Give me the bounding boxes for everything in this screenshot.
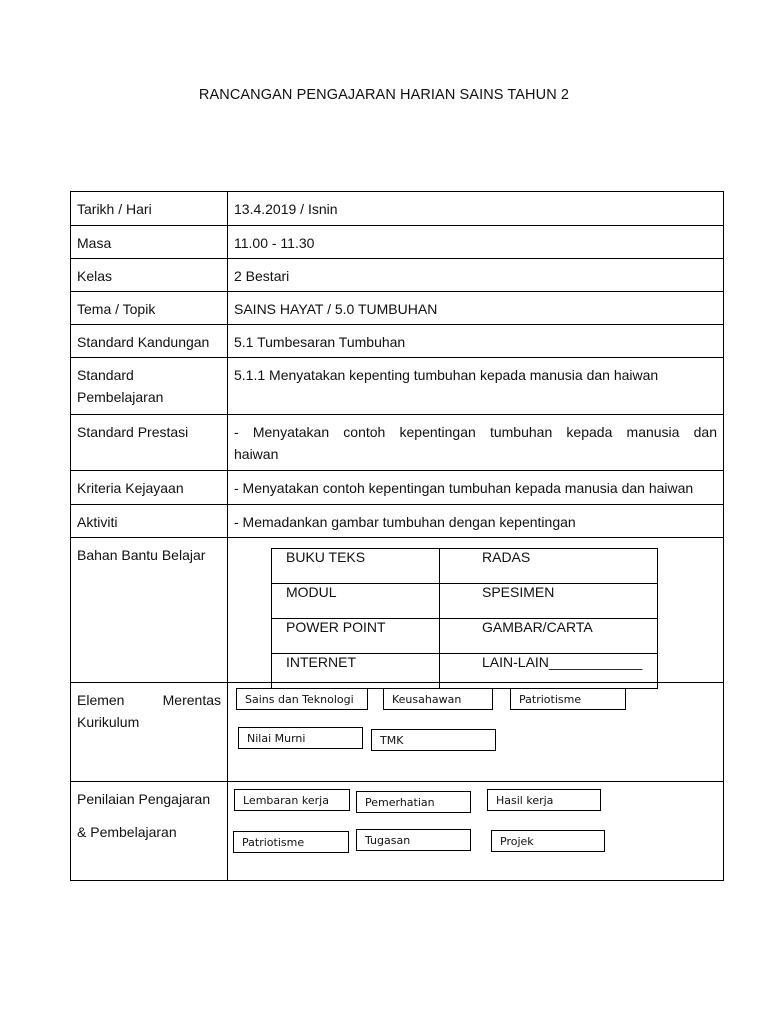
table-row (71, 358, 724, 415)
row-label: Masa (71, 226, 228, 259)
bahan-item: SPESIMEN (440, 584, 658, 619)
table-row (272, 584, 658, 619)
emk-box: Patriotisme (510, 688, 626, 710)
row-label: Standard Prestasi (71, 415, 228, 471)
row-label: Bahan Bantu Belajar (71, 538, 228, 683)
row-label (71, 782, 228, 881)
emk-box: Sains dan Teknologi (236, 688, 368, 710)
row-value: 13.4.2019 / Isnin (228, 192, 724, 226)
row-value: - Memadankan gambar tumbuhan dengan kepentingan (228, 505, 724, 538)
table-row (71, 192, 724, 226)
row-label (71, 358, 228, 415)
row-value: SAINS HAYAT / 5.0 TUMBUHAN (228, 292, 724, 325)
label-line: Elemen Merentas (77, 692, 221, 708)
bahan-item: BUKU TEKS (272, 549, 440, 584)
row-value: 2 Bestari (228, 259, 724, 292)
label-line: Pembelajaran (77, 389, 164, 405)
row-value: 11.00 - 11.30 (228, 226, 724, 259)
row-label: Tarikh / Hari (71, 192, 228, 226)
row-label: Kelas (71, 259, 228, 292)
label-line: Kurikulum (77, 714, 140, 730)
penilaian-box: Pemerhatian (356, 791, 471, 813)
penilaian-box: Hasil kerja (487, 789, 601, 811)
row-label (71, 683, 228, 782)
penilaian-box: Tugasan (356, 829, 471, 851)
table-row (71, 325, 724, 358)
table-row (71, 226, 724, 259)
row-value: 5.1.1 Menyatakan kepenting tumbuhan kepada manusia dan haiwan (228, 358, 724, 415)
lesson-plan-table (70, 191, 724, 881)
table-row (71, 505, 724, 538)
penilaian-box: Patriotisme (233, 831, 349, 853)
bahan-item: RADAS (440, 549, 658, 584)
bahan-item: LAIN-LAIN____________ (440, 654, 658, 689)
bahan-item: GAMBAR/CARTA (440, 619, 658, 654)
value-line: haiwan (234, 446, 279, 462)
table-row (71, 538, 724, 683)
penilaian-box: Lembaran kerja (234, 789, 350, 811)
row-label: Tema / Topik (71, 292, 228, 325)
value-line: - Menyatakan contoh kepentingan tumbuhan kepada manusia dan (234, 424, 717, 440)
table-row (272, 549, 658, 584)
penilaian-box: Projek (491, 830, 605, 852)
table-row (71, 471, 724, 505)
penilaian-cell (228, 782, 724, 881)
table-row (71, 782, 724, 881)
row-value (228, 415, 724, 471)
row-label: Kriteria Kejayaan (71, 471, 228, 505)
emk-box: TMK (371, 729, 496, 751)
bahan-item: MODUL (272, 584, 440, 619)
emk-box: Keusahawan (383, 688, 493, 710)
table-row (71, 259, 724, 292)
emk-box: Nilai Murni (238, 727, 363, 749)
label-line: & Pembelajaran (77, 824, 177, 840)
table-row (71, 683, 724, 782)
table-row (71, 415, 724, 471)
bahan-item: POWER POINT (272, 619, 440, 654)
table-row (71, 292, 724, 325)
row-label: Aktiviti (71, 505, 228, 538)
bahan-cell (228, 538, 724, 683)
label-line: Standard (77, 367, 134, 383)
row-value: - Menyatakan contoh kepentingan tumbuhan kepada manusia dan haiwan (228, 471, 724, 505)
table-row (272, 619, 658, 654)
row-label: Standard Kandungan (71, 325, 228, 358)
bahan-item: INTERNET (272, 654, 440, 689)
label-line: Penilaian Pengajaran (77, 791, 211, 807)
row-value: 5.1 Tumbesaran Tumbuhan (228, 325, 724, 358)
page-title: RANCANGAN PENGAJARAN HARIAN SAINS TAHUN 2 (198, 87, 570, 103)
emk-cell (228, 683, 724, 782)
bahan-bantu-table (271, 548, 658, 689)
